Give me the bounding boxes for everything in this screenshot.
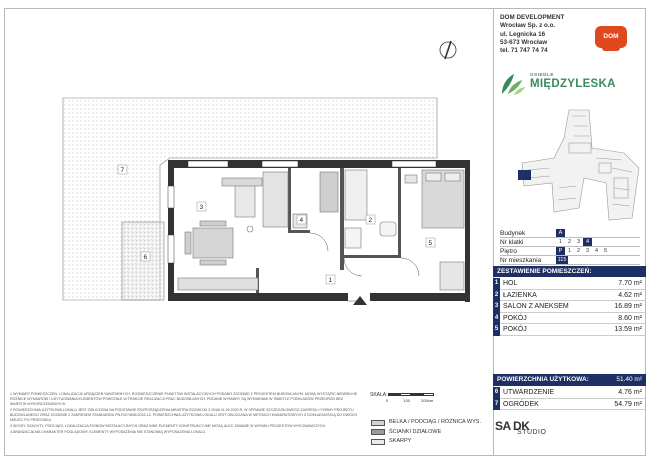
legend-swatch-partition (371, 429, 385, 435)
legend-slope: SKARPY (389, 438, 412, 444)
studio-word: STUDIO (517, 429, 547, 436)
estate-leaf-icon (500, 72, 526, 96)
scale-label: SKALA: (370, 392, 388, 398)
room-label-5: 5 (428, 240, 433, 247)
highlighted-unit (518, 170, 531, 180)
staircase-1: 1 (558, 239, 563, 245)
estate-logo (500, 70, 640, 100)
estate-prefix: OSIEDLE (530, 72, 554, 77)
room-row: 1 HOL 7.70 m² (493, 278, 646, 290)
room-label-3: 3 (199, 204, 204, 211)
staircase-3: 3 (576, 239, 581, 245)
estate-name: MIĘDZYLESKA (530, 78, 616, 90)
room-label-1: 1 (328, 277, 333, 284)
site-key-plan (514, 108, 642, 225)
room-label-6: 6 (143, 254, 148, 261)
prop-floor: Piętro P 1 2 3 4 5 (500, 247, 640, 256)
scale-bar (388, 393, 434, 396)
floor-5: 5 (603, 248, 608, 254)
room-row: 5 POKÓJ 13.59 m² (493, 324, 646, 336)
room-label-2: 2 (368, 217, 373, 224)
extras-table (493, 387, 646, 410)
unit-properties (500, 229, 640, 265)
prop-building: Budynek A (500, 229, 640, 238)
extra-row: 6 UTWARDZENIE 4.76 m² (493, 387, 646, 399)
scale-ticks: 0 100 200cm (386, 398, 434, 403)
floor-4: 4 (594, 248, 599, 254)
room-label-7: 7 (120, 167, 125, 174)
floor-3: 3 (585, 248, 590, 254)
note-4: 4 ARANŻACJA MA CHARAKTER POGLĄDOWY. ELEMENTY WYPOSAŻENIA NIE STANOWIĄ WYPOSAŻENIA LOKALU. (10, 430, 207, 434)
legend-swatch-beam (371, 420, 385, 426)
room-row: 4 POKÓJ 8.60 m² (493, 313, 646, 325)
legend-beam: BELKA / PODCIĄG / RÓŻNICA WYS. (389, 419, 481, 425)
staircase-2: 2 (567, 239, 572, 245)
company-line2: Wrocław Sp. z o.o. (500, 22, 556, 30)
studio-logo: SA DK (495, 419, 530, 433)
disclaimer-notes (4, 388, 366, 440)
room-row: 3 SALON Z ANEKSEM 16.89 m² (493, 301, 646, 313)
company-street: ul. Legnicka 16 (500, 30, 546, 38)
rooms-summary-title: ZESTAWIENIE POMIESZCZEŃ: (493, 266, 646, 277)
usable-area-label: POWIERZCHNIA UŻYTKOWA: (497, 376, 589, 383)
rooms-table (493, 278, 646, 336)
building-A: A (556, 229, 565, 237)
note-1: 1 WYMIARY POMIESZCZEŃ, LOKALIZACJA URZĄDZEŃ SANITARNYCH, ROZMIESZCZENIE PUNKTÓW INSTALACYJNYCH PODANO ZGODNIE Z PROJEKTEM BUDOWLANYM. MOGĄ WYSTĄPIĆ NIEWIELKIE RÓŻNICE WYMIARÓW I USYTUOWANIA ELEMENTÓW POWSTAŁE W TRAKCIE REALIZACJI PRAC BUDOWLANYCH. PODANE WYMIARY SĄ WYMIARAMI W ŚWIETLE PODKŁADÓW PRZEGRÓD BEZ WARSTW WYKOŃCZENIOWYCH. (10, 392, 358, 406)
room-label-4: 4 (299, 217, 304, 224)
company-city: 53-673 Wrocław (500, 38, 548, 46)
dom-logo: DOM (595, 26, 627, 48)
staircase-4: 4 (583, 238, 592, 246)
usable-area-value: 51.40 m² (616, 376, 642, 383)
company-address (500, 14, 564, 55)
floor-P: P (556, 247, 565, 255)
legend (371, 418, 481, 447)
legend-swatch-slope (371, 439, 385, 445)
floor-1: 1 (567, 248, 572, 254)
extra-row: 7 OGRÓDEK 54.79 m² (493, 399, 646, 411)
room-row: 2 ŁAZIENKA 4.62 m² (493, 290, 646, 302)
prop-unit-number: Nr mieszkania 115 (500, 256, 640, 265)
company-name: DOM DEVELOPMENT (500, 14, 565, 21)
company-phone: tel. 71 747 74 74 (500, 47, 548, 55)
north-compass-icon (440, 41, 456, 59)
prop-staircase: Nr klatki 1 2 3 4 (500, 238, 640, 247)
floor-2: 2 (576, 248, 581, 254)
note-3: 3 SKOSY, SZACHTY, PODCIĄGI, LOKALIZACJA PIONÓW INSTALACYJNYCH ORAZ INNE ELEMENTY KONSTRUKCYJNE MOGĄ ULEC ZMIANIE W WYNIKU PROJEKTÓW WYKONAWCZYCH. (10, 424, 327, 428)
note-2: 2 POWIERZCHNIA UŻYTKOWA LOKALU JEST OBLICZONA NA PODSTAWIE ROZPORZĄDZENIA MINISTRA ROZWOJU Z DNIA 11.09.2020 R. W SPRAWIE SZCZEGÓŁOWEGO ZAKRESU I FORMY PROJEKTU BUDOWLANEGO ORAZ ZGODNIE Z ZAKRESEM STANDARDU PN-ISO 9836:2015-12. POWIERZCHNIA UŻYTKOWA LOKALU JEST OBLICZANA W METRACH KWADRATOWYCH Z DOKŁADNOŚCIĄ DO DWÓCH MIEJSC PO PRZECINKU. (10, 408, 358, 422)
usable-area-bar (493, 374, 646, 386)
legend-partition: ŚCIANKI DZIAŁOWE (389, 428, 442, 435)
unit-number: 115 (557, 257, 567, 263)
